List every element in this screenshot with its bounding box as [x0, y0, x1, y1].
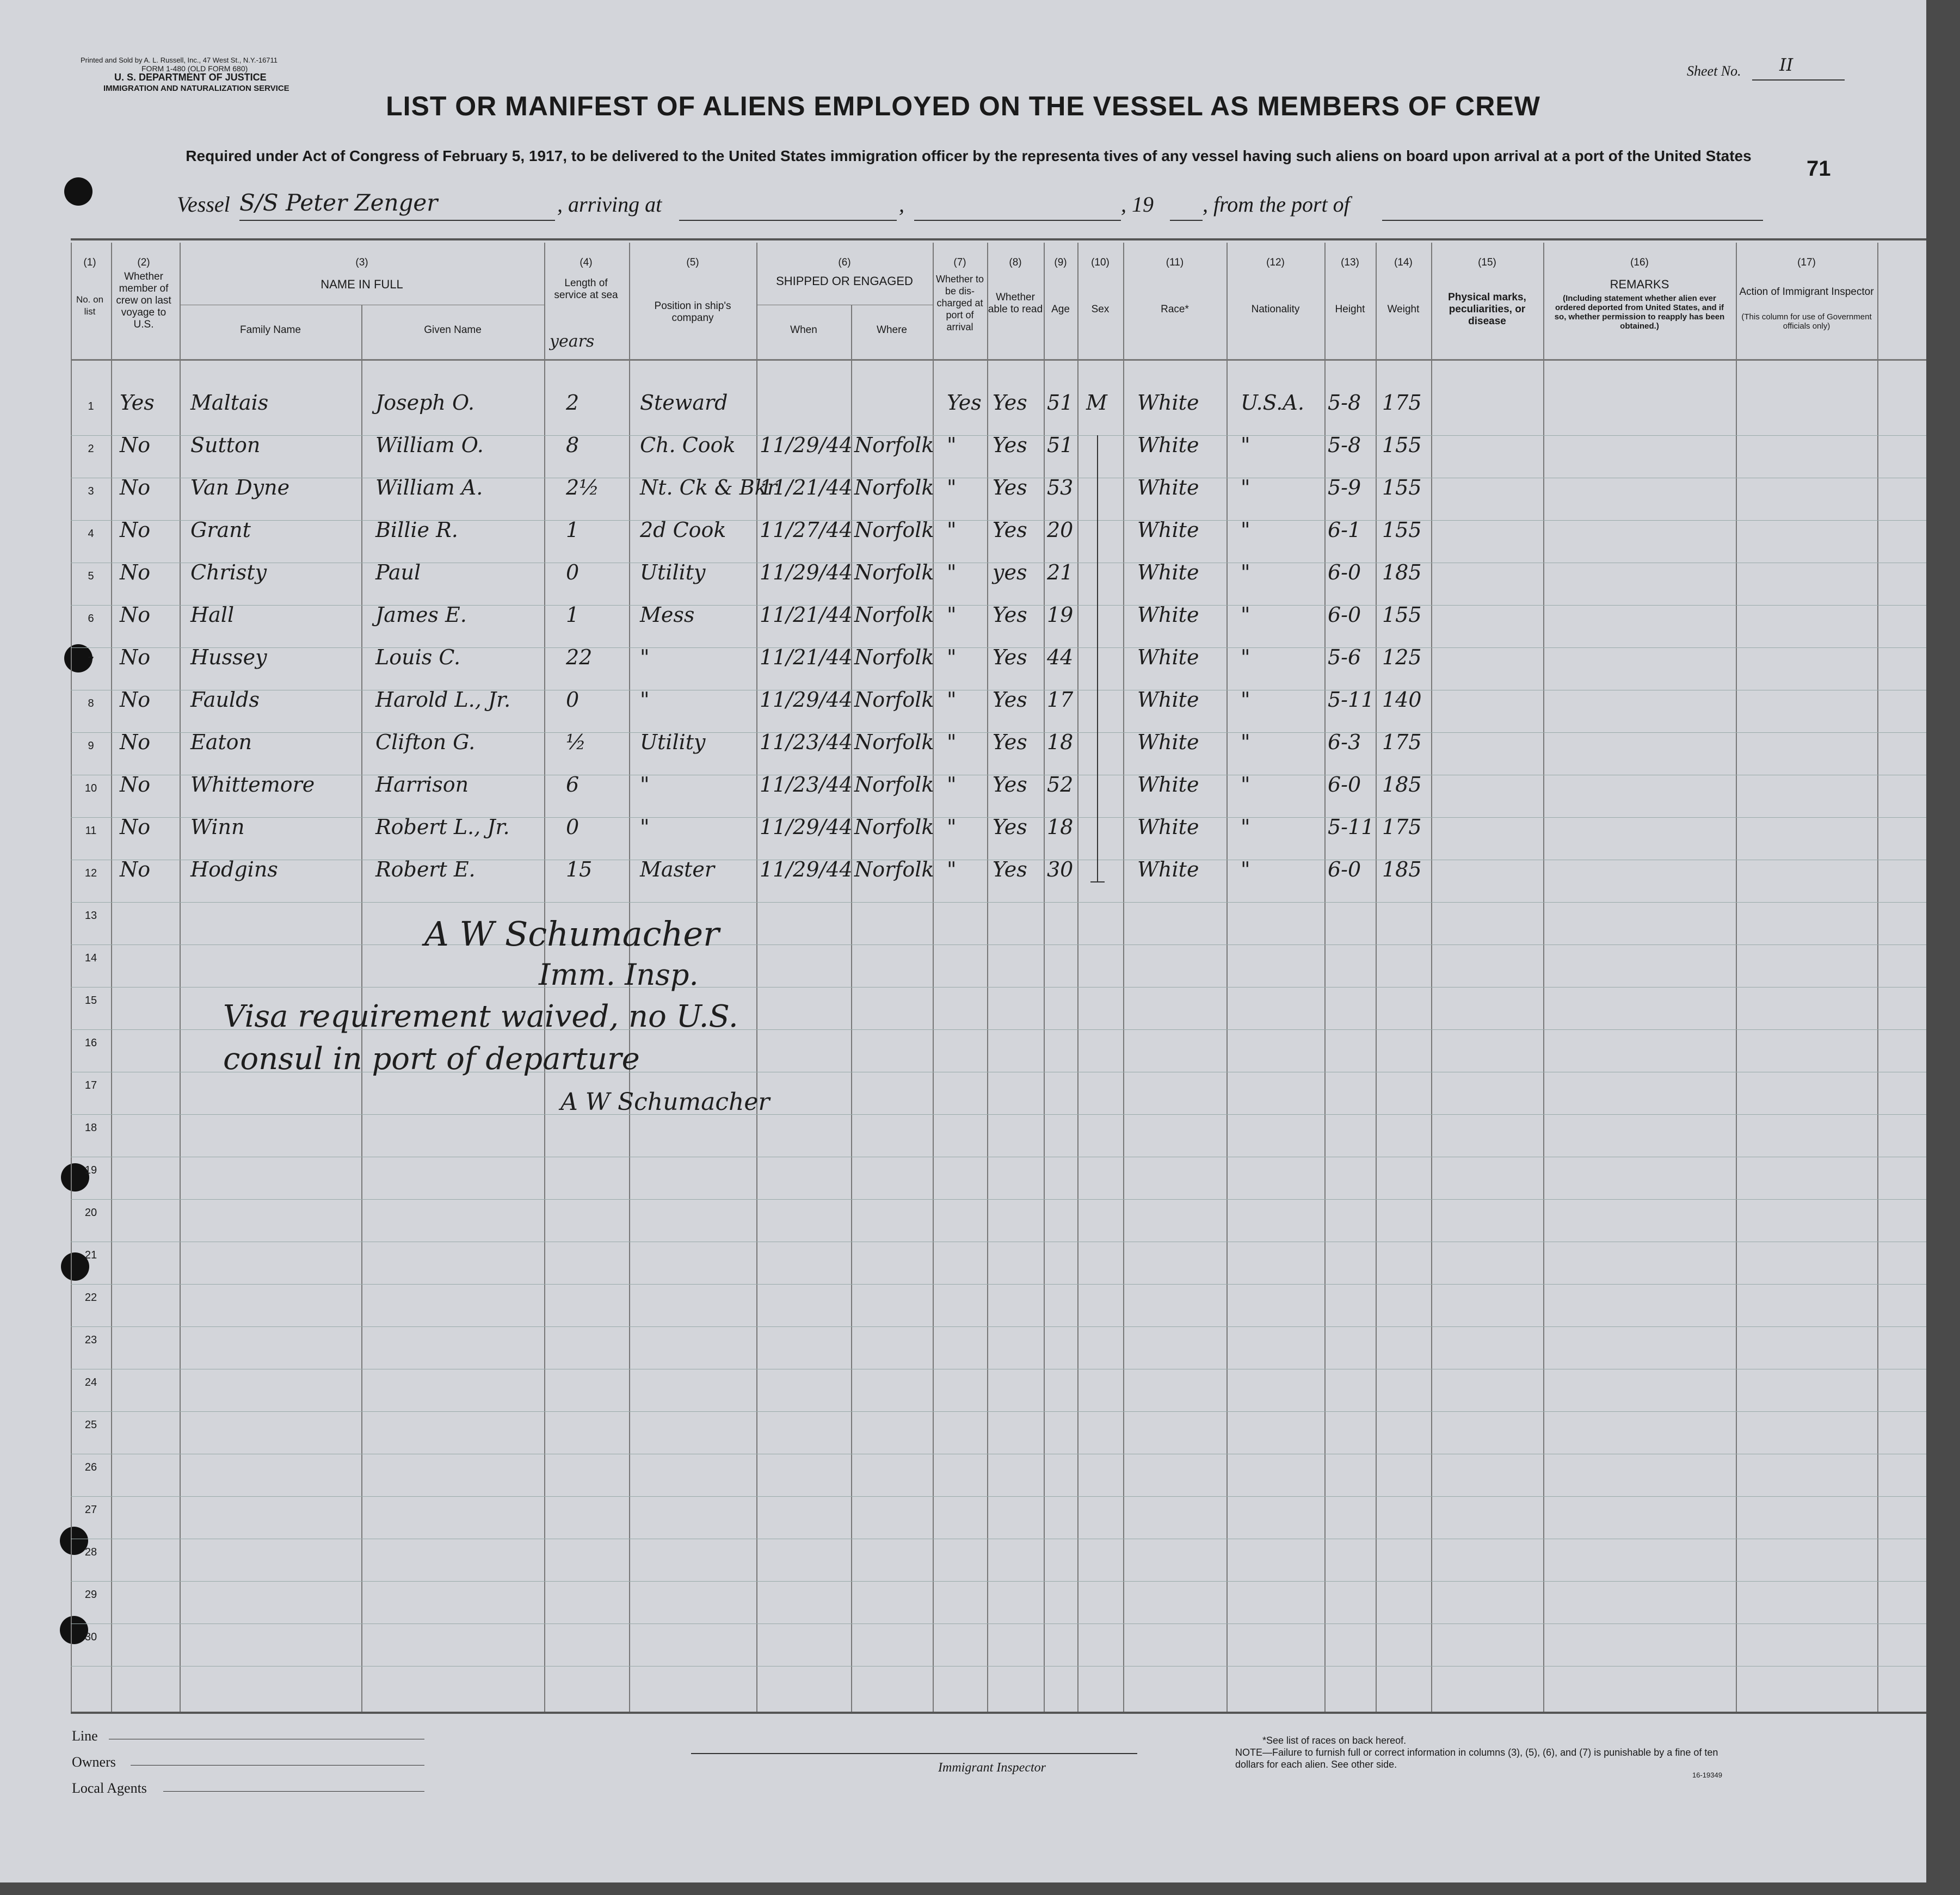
row-number: 8 — [88, 697, 94, 709]
col-11-label: Race* — [1161, 304, 1189, 315]
crew-nationality: " — [1241, 433, 1250, 457]
crew-age: 53 — [1047, 476, 1074, 499]
col-17-label: Action of Immigrant Inspector — [1739, 286, 1874, 298]
crew-height: 6-0 — [1328, 560, 1361, 584]
col-8-label: Whether able to read — [988, 292, 1043, 315]
col-17-sublabel: (This column for use of Government officials only) — [1741, 312, 1872, 331]
row-number: 9 — [88, 740, 94, 752]
row-number: 16 — [84, 1037, 97, 1049]
row-number: 19 — [84, 1164, 97, 1176]
sheet-number-label: Sheet No. — [1687, 63, 1741, 79]
col-10-num: (10) — [1091, 257, 1110, 268]
col-9-label: Age — [1051, 304, 1070, 315]
crew-position: " — [640, 688, 650, 712]
crew-service: 8 — [566, 433, 580, 457]
crew-when: 11/21/44 — [760, 603, 853, 627]
crew-given: William A. — [375, 476, 483, 499]
service-unit: years — [550, 332, 595, 351]
row-number: 30 — [84, 1631, 97, 1643]
crew-where: Norfolk — [854, 603, 934, 627]
crew-given: Paul — [375, 560, 421, 584]
crew-discharge: " — [947, 730, 957, 754]
remarks-header: REMARKS — [1610, 277, 1669, 291]
crew-given: Robert E. — [375, 857, 476, 881]
crew-weight: 175 — [1382, 730, 1422, 754]
crew-position: " — [640, 773, 650, 797]
page-title: LIST OR MANIFEST OF ALIENS EMPLOYED ON THE VESSEL AS MEMBERS OF CREW — [386, 91, 1540, 121]
crew-nationality: " — [1241, 773, 1250, 797]
crew-where: Norfolk — [854, 773, 934, 797]
crew-nationality: " — [1241, 730, 1250, 754]
crew-service: 1 — [566, 603, 580, 627]
crew-nationality: " — [1241, 518, 1250, 542]
column-rule — [180, 243, 181, 1712]
crew-sex: M — [1086, 391, 1107, 415]
row-number: 3 — [88, 485, 94, 497]
column-rule — [1226, 243, 1228, 1712]
crew-given: Louis C. — [375, 645, 461, 669]
col-4-num: (4) — [580, 257, 593, 268]
column-rule — [756, 243, 757, 1712]
crew-age: 21 — [1047, 560, 1074, 584]
row-number: 12 — [84, 867, 97, 879]
crew-weight: 175 — [1382, 815, 1422, 839]
crew-where: Norfolk — [854, 476, 934, 499]
crew-position: Nt. Ck & Bkr — [640, 476, 777, 499]
crew-race: White — [1137, 560, 1199, 584]
crew-last-voyage: No — [120, 857, 151, 881]
column-rule — [71, 243, 72, 1712]
column-rule — [1324, 243, 1326, 1712]
col-13-label: Height — [1335, 304, 1365, 315]
crew-service: 0 — [566, 560, 580, 584]
printer-line: Printed and Sold by A. L. Russell, Inc., 47 West St., N.Y.-16711 — [81, 56, 278, 64]
crew-discharge: " — [947, 476, 957, 499]
row-number: 20 — [84, 1207, 97, 1219]
crew-last-voyage: No — [120, 815, 151, 839]
col-16-num: (16) — [1630, 257, 1649, 268]
crew-discharge: " — [947, 560, 957, 584]
form-number: FORM 1-480 (OLD FORM 680) — [141, 64, 248, 73]
crew-where: Norfolk — [854, 433, 934, 457]
col-7-num: (7) — [953, 257, 966, 268]
crew-given: Clifton G. — [375, 730, 476, 754]
crew-family: Hall — [190, 603, 235, 627]
crew-discharge: " — [947, 857, 957, 881]
when-header: When — [790, 324, 817, 336]
col-9-num: (9) — [1054, 257, 1067, 268]
row-number: 14 — [84, 952, 97, 964]
crew-read: Yes — [993, 773, 1027, 797]
crew-where: Norfolk — [854, 645, 934, 669]
crew-position: Master — [640, 857, 714, 881]
crew-age: 51 — [1047, 391, 1074, 415]
crew-position: Mess — [640, 603, 695, 627]
crew-position: Ch. Cook — [640, 433, 736, 457]
year-label: , 19 — [1121, 192, 1154, 217]
crew-height: 6-1 — [1328, 518, 1361, 542]
crew-family: Sutton — [190, 433, 261, 457]
crew-last-voyage: No — [120, 603, 151, 627]
crew-read: Yes — [993, 815, 1027, 839]
column-rule — [1736, 243, 1737, 1712]
column-rule — [851, 305, 852, 1712]
where-header: Where — [877, 324, 907, 336]
crew-where: Norfolk — [854, 560, 934, 584]
crew-where: Norfolk — [854, 815, 934, 839]
crew-position: Utility — [640, 560, 706, 584]
crew-given: Harold L., Jr. — [375, 688, 511, 712]
crew-where: Norfolk — [854, 730, 934, 754]
crew-height: 5-9 — [1328, 476, 1361, 499]
crew-when: 11/23/44 — [760, 730, 853, 754]
crew-nationality: " — [1241, 603, 1250, 627]
col-5-num: (5) — [686, 257, 699, 268]
crew-weight: 140 — [1382, 688, 1422, 712]
row-number: 27 — [84, 1504, 97, 1516]
crew-family: Van Dyne — [190, 476, 290, 499]
row-number: 17 — [84, 1079, 97, 1091]
col-2-num: (2) — [137, 257, 150, 268]
crew-weight: 185 — [1382, 773, 1422, 797]
col-6-label: SHIPPED OR ENGAGED — [776, 274, 913, 288]
crew-age: 44 — [1047, 645, 1074, 669]
owners-label: Owners — [72, 1754, 116, 1770]
crew-last-voyage: No — [120, 518, 151, 542]
row-number: 18 — [84, 1122, 97, 1134]
crew-last-voyage: No — [120, 433, 151, 457]
crew-when: 11/27/44 — [760, 518, 853, 542]
crew-race: White — [1137, 773, 1199, 797]
row-number: 13 — [84, 910, 97, 922]
crew-weight: 155 — [1382, 476, 1422, 499]
row-number: 29 — [84, 1589, 97, 1601]
page-number: 71 — [1807, 157, 1831, 181]
col-12-label: Nationality — [1251, 304, 1300, 315]
crew-read: Yes — [993, 603, 1027, 627]
col-7-label: Whether to be dis-charged at port of arrival — [935, 274, 984, 332]
inspector-title: Imm. Insp. — [539, 958, 699, 992]
crew-last-voyage: No — [120, 560, 151, 584]
crew-weight: 175 — [1382, 391, 1422, 415]
crew-discharge: " — [947, 603, 957, 627]
crew-family: Grant — [190, 518, 251, 542]
crew-race: White — [1137, 433, 1199, 457]
crew-position: Steward — [640, 391, 728, 415]
column-rule — [1431, 243, 1432, 1712]
crew-when: 11/21/44 — [760, 645, 853, 669]
col-8-num: (8) — [1009, 257, 1022, 268]
crew-race: White — [1137, 730, 1199, 754]
crew-nationality: U.S.A. — [1241, 391, 1304, 415]
crew-when: 11/21/44 — [760, 476, 853, 499]
row-number: 25 — [84, 1419, 97, 1431]
form-code: 16-19349 — [1692, 1771, 1722, 1779]
crew-race: White — [1137, 518, 1199, 542]
crew-family: Maltais — [190, 391, 269, 415]
crew-read: Yes — [993, 476, 1027, 499]
crew-nationality: " — [1241, 560, 1250, 584]
column-rule — [1376, 243, 1377, 1712]
row-number: 26 — [84, 1461, 97, 1473]
col-14-num: (14) — [1394, 257, 1413, 268]
punch-hole — [64, 177, 93, 206]
row-number: 1 — [88, 400, 94, 412]
column-rule — [1543, 243, 1544, 1712]
inspector-signature: A W Schumacher — [424, 914, 719, 954]
crew-discharge: " — [947, 518, 957, 542]
crew-when: 11/23/44 — [760, 773, 853, 797]
col-4-label: Length of service at sea — [554, 277, 618, 301]
manifest-sheet: Printed and Sold by A. L. Russell, Inc., 47 West St., N.Y.-16711 FORM 1-480 (OLD FORM 680) U. S. DEPARTMENT OF JUSTICE IMMIGRATION AND NATURALIZATION SERVICE Sheet No. II LIST OR MANIFEST OF ALIENS EMPLOYED ON THE VESSEL AS MEMBERS OF CREW Required under Act of Congress of February 5, 1917, to be delivered to the United States immigration officer by the representa tives of any vessel having such aliens on board upon arrival at a port of the United States 71 Vessel S/S Peter Zenger , arriving at , , 19 , from the port of (1) No. on list (2) Whether member of crew on last voyage to U.S. (3) NAME IN FULL Family Name Given Name (4) Length of service at sea (5) Position in ship's company (6) SHIPPED OR ENGAGED When Where (7) Whether to be dis-charged at port of arrival (8) Whether able to read (9) Age (10) Sex (11) Race* (12) Nationality (13) Height (14) Weight (15) Physical marks, peculiarities, or disease (16) REMARKS (Including statement whether alien ever ordered deported from United States, and if so, whether permission to reapply has been obtained.) (17) Action of Immigrant Inspector (This column for use of Government officials only) years 1 Yes Maltais Joseph O. 2 Steward Yes Yes 51 M White U.S.A. 5-8 175 2 No Sutton William O. 8 Ch. Cook 11/29/44 Norfolk " Yes 51 White " 5-8 155 3 No Van Dyne William A. 2½ Nt. Ck & Bkr 11/21/44 Norfolk " Yes 53 White " 5-9 155 4 No Grant Billie R. 1 2d Cook 11/27/44 Norfolk " Yes 20 White " 6-1 155 5 No Christy Paul 0 Utility 11/29/44 Norfolk " yes 21 White " 6-0 185 6 No Hall James E. 1 Mess 11/21/44 Norfolk " Yes 19 White " 6-0 155 7 No Hussey Louis C. 22 " 11/21/44 Norfolk " Yes 44 White " 5-6 125 8 No Faulds Harold L., Jr. 0 " 11/29/44 Norfolk " Yes 17 White " 5-11 140 9 No Eaton Clifton G. ½ Utility 11/23/44 Norfolk " Yes 18 White " 6-3 175 10 No Whittemore Harrison 6 " 11/23/44 Norfolk " Yes 52 White " 6-0 185 11 No Winn Robert L., Jr. 0 " 11/29/44 Norfolk " Yes 18 White " 5-11 175 12 No Hodgins Robert E. 15 Master 11/29/44 Norfolk " Yes 30 White " 6-0 185 13 14 15 16 17 18 19 20 21 22 23 24 25 26 27 28 29 30 A W Schumacher Imm. Insp. Visa requirement waived, no U.S. consul in port of departure A W Schumacher Line Owners Local Agents Immigrant Inspector *See list of races on back hereof. NOTE—Failure to furnish full or correct information in columns (3), (5), (6), and (7) is punishable by a fine of ten dollars for each alien. See other side. 16-19349 — [0, 0, 1926, 1882]
crew-age: 20 — [1047, 518, 1074, 542]
column-rule — [111, 243, 112, 1712]
crew-age: 18 — [1047, 815, 1074, 839]
row-number: 28 — [84, 1546, 97, 1558]
crew-nationality: " — [1241, 645, 1250, 669]
col-2-label: Whether member of crew on last voyage to U.S. — [116, 271, 171, 330]
crew-read: Yes — [993, 433, 1027, 457]
crew-height: 6-0 — [1328, 603, 1361, 627]
row-number: 5 — [88, 570, 94, 582]
column-rule — [1123, 243, 1124, 1712]
crew-age: 19 — [1047, 603, 1074, 627]
crew-height: 6-0 — [1328, 773, 1361, 797]
col-3-num: (3) — [355, 257, 368, 268]
col-17-num: (17) — [1797, 257, 1816, 268]
row-number: 7 — [88, 655, 94, 667]
crew-race: White — [1137, 645, 1199, 669]
col-14-label: Weight — [1387, 304, 1420, 315]
crew-where: Norfolk — [854, 688, 934, 712]
column-rule — [1044, 243, 1045, 1712]
crew-read: Yes — [993, 688, 1027, 712]
given-name-header: Given Name — [424, 324, 482, 336]
service-name: IMMIGRATION AND NATURALIZATION SERVICE — [103, 84, 289, 93]
immigrant-inspector-label: Immigrant Inspector — [938, 1761, 1046, 1775]
crew-position: " — [640, 815, 650, 839]
row-number: 4 — [88, 528, 94, 540]
crew-service: 2½ — [566, 476, 600, 499]
crew-read: Yes — [993, 645, 1027, 669]
remarks-subheader: (Including statement whether alien ever ordered deported from United States, and if so, whether permission to reapply has been obtained.) — [1554, 294, 1725, 331]
crew-read: Yes — [993, 518, 1027, 542]
crew-height: 5-6 — [1328, 645, 1361, 669]
crew-weight: 185 — [1382, 857, 1422, 881]
crew-service: 22 — [566, 645, 593, 669]
col-5-label: Position in ship's company — [654, 300, 731, 324]
penalty-note: NOTE—Failure to furnish full or correct information in columns (3), (5), (6), and (7) is punishable by a fine of ten dollars for each alien. See other side. — [1235, 1747, 1718, 1770]
crew-age: 51 — [1047, 433, 1074, 457]
crew-where: Norfolk — [854, 518, 934, 542]
row-number: 2 — [88, 443, 94, 455]
crew-discharge: " — [947, 433, 957, 457]
crew-service: 15 — [566, 857, 593, 881]
crew-last-voyage: No — [120, 773, 151, 797]
crew-where: Norfolk — [854, 857, 934, 881]
row-number: 11 — [85, 825, 97, 837]
crew-when: 11/29/44 — [760, 433, 853, 457]
crew-family: Hussey — [190, 645, 267, 669]
crew-weight: 155 — [1382, 433, 1422, 457]
vessel-label: Vessel — [177, 192, 230, 217]
crew-last-voyage: No — [120, 688, 151, 712]
vessel-value: S/S Peter Zenger — [239, 189, 438, 216]
crew-family: Whittemore — [190, 773, 315, 797]
col-15-label: Physical marks, peculiarities, or disease — [1448, 292, 1526, 327]
col-15-num: (15) — [1478, 257, 1496, 268]
races-note: *See list of races on back hereof. — [1262, 1735, 1407, 1746]
crew-last-voyage: No — [120, 476, 151, 499]
row-number: 6 — [88, 613, 94, 625]
crew-discharge: " — [947, 688, 957, 712]
crew-given: James E. — [375, 603, 467, 627]
crew-weight: 185 — [1382, 560, 1422, 584]
col-1-num: (1) — [83, 257, 96, 268]
crew-age: 18 — [1047, 730, 1074, 754]
crew-height: 6-0 — [1328, 857, 1361, 881]
crew-position: " — [640, 645, 650, 669]
inspector-signature-2: A W Schumacher — [560, 1088, 770, 1116]
row-number: 15 — [84, 995, 97, 1007]
row-number: 21 — [84, 1249, 97, 1261]
crew-when: 11/29/44 — [760, 857, 853, 881]
col-3-label: NAME IN FULL — [320, 277, 403, 291]
crew-family: Winn — [190, 815, 245, 839]
visa-note-line2: consul in port of departure — [223, 1041, 640, 1077]
col-11-num: (11) — [1166, 257, 1184, 268]
crew-family: Eaton — [190, 730, 252, 754]
crew-weight: 155 — [1382, 603, 1422, 627]
crew-height: 5-11 — [1328, 688, 1375, 712]
crew-service: 0 — [566, 815, 580, 839]
crew-given: William O. — [375, 433, 484, 457]
row-number: 24 — [84, 1377, 97, 1388]
col-12-num: (12) — [1266, 257, 1285, 268]
column-rule — [987, 243, 988, 1712]
crew-discharge: Yes — [947, 391, 982, 415]
crew-position: Utility — [640, 730, 706, 754]
column-rule — [1877, 243, 1878, 1712]
crew-service: 2 — [566, 391, 580, 415]
crew-race: White — [1137, 391, 1199, 415]
crew-when: 11/29/44 — [760, 815, 853, 839]
crew-race: White — [1137, 603, 1199, 627]
family-name-header: Family Name — [240, 324, 301, 336]
crew-family: Christy — [190, 560, 267, 584]
crew-height: 6-3 — [1328, 730, 1361, 754]
crew-read: Yes — [993, 730, 1027, 754]
crew-nationality: " — [1241, 688, 1250, 712]
local-agents-label: Local Agents — [72, 1780, 147, 1796]
crew-read: Yes — [993, 391, 1027, 415]
crew-weight: 155 — [1382, 518, 1422, 542]
crew-family: Hodgins — [190, 857, 278, 881]
line-label: Line — [72, 1728, 98, 1744]
crew-given: Robert L., Jr. — [375, 815, 510, 839]
crew-discharge: " — [947, 773, 957, 797]
col-1-label: No. on list — [76, 294, 104, 317]
crew-given: Billie R. — [375, 518, 458, 542]
crew-race: White — [1137, 815, 1199, 839]
crew-weight: 125 — [1382, 645, 1422, 669]
column-rule — [1077, 243, 1078, 1712]
from-port-label: , from the port of — [1203, 192, 1350, 217]
crew-read: yes — [993, 560, 1027, 584]
crew-given: Harrison — [375, 773, 469, 797]
crew-last-voyage: Yes — [120, 391, 155, 415]
crew-when: 11/29/44 — [760, 688, 853, 712]
crew-height: 5-8 — [1328, 391, 1361, 415]
crew-service: ½ — [566, 730, 586, 754]
crew-when: 11/29/44 — [760, 560, 853, 584]
crew-height: 5-11 — [1328, 815, 1375, 839]
crew-family: Faulds — [190, 688, 260, 712]
page-subtitle: Required under Act of Congress of February 5, 1917, to be delivered to the United States immigration officer by the representa tives of any vessel having such aliens on board upon arrival at a port of the United States — [186, 147, 1752, 164]
visa-note-line1: Visa requirement waived, no U.S. — [223, 999, 738, 1034]
crew-race: White — [1137, 688, 1199, 712]
crew-service: 6 — [566, 773, 580, 797]
col-13-num: (13) — [1341, 257, 1359, 268]
crew-nationality: " — [1241, 476, 1250, 499]
crew-read: Yes — [993, 857, 1027, 881]
row-number: 10 — [84, 782, 97, 794]
crew-race: White — [1137, 476, 1199, 499]
crew-race: White — [1137, 857, 1199, 881]
crew-given: Joseph O. — [375, 391, 474, 415]
col-6-num: (6) — [838, 257, 851, 268]
crew-discharge: " — [947, 645, 957, 669]
crew-last-voyage: No — [120, 645, 151, 669]
crew-service: 0 — [566, 688, 580, 712]
crew-age: 30 — [1047, 857, 1074, 881]
crew-age: 17 — [1047, 688, 1074, 712]
crew-nationality: " — [1241, 857, 1250, 881]
crew-nationality: " — [1241, 815, 1250, 839]
crew-last-voyage: No — [120, 730, 151, 754]
col-10-label: Sex — [1091, 304, 1110, 315]
crew-height: 5-8 — [1328, 433, 1361, 457]
row-number: 22 — [84, 1292, 97, 1304]
crew-service: 1 — [566, 518, 580, 542]
row-number: 23 — [84, 1334, 97, 1346]
crew-age: 52 — [1047, 773, 1074, 797]
crew-position: 2d Cook — [640, 518, 726, 542]
column-rule — [933, 243, 934, 1712]
department: U. S. DEPARTMENT OF JUSTICE — [114, 72, 267, 83]
crew-discharge: " — [947, 815, 957, 839]
sheet-number-value: II — [1779, 54, 1793, 75]
arriving-label: , arriving at — [557, 192, 662, 217]
